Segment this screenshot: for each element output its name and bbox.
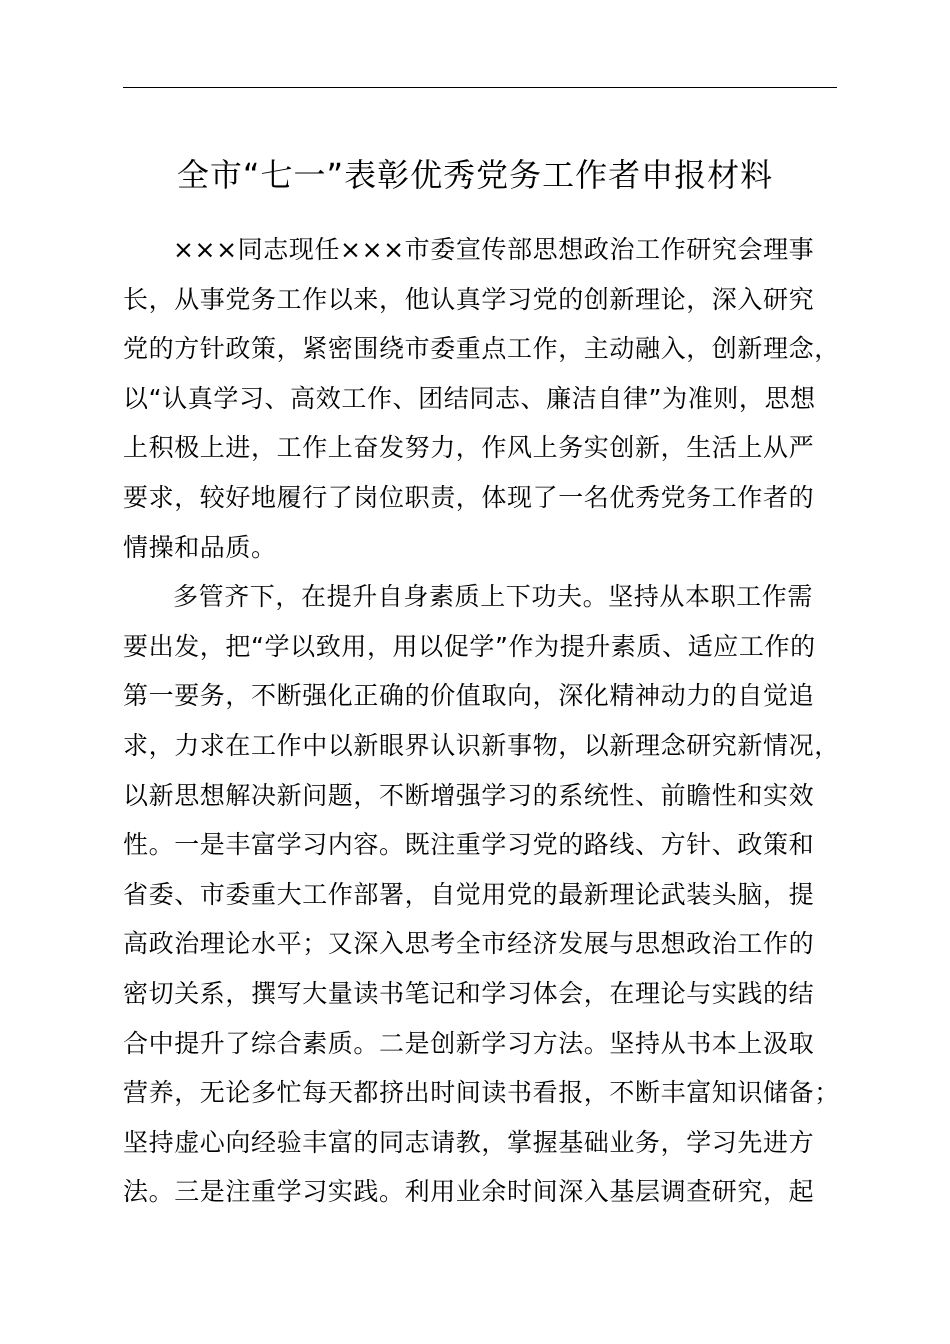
paragraph-line: ×××同志现任×××市委宣传部思想政治工作研究会理事 [173,235,815,264]
paragraph-line: 营养，无论多忙每天都挤出时间读书看报，不断丰富知识储备； [123,1078,840,1108]
paragraph-1 [123,225,863,572]
header-rule [123,87,837,88]
paragraph-line: 上积极上进，工作上奋发努力，作风上务实创新，生活上从严 [123,433,815,463]
paragraph-line: 以新思想解决新问题，不断增强学习的系统性、前瞻性和实效 [123,780,815,810]
paragraph-line: 要求，较好地履行了岗位职责，体现了一名优秀党务工作者的 [123,482,815,512]
paragraph-line: 第一要务，不断强化正确的价值取向，深化精神动力的自觉追 [123,681,815,711]
paragraph-line: 求，力求在工作中以新眼界认识新事物，以新理念研究新情况， [123,730,840,760]
paragraph-line: 密切关系，撰写大量读书笔记和学习体会，在理论与实践的结 [123,978,815,1008]
paragraph-line: 省委、市委重大工作部署，自觉用党的最新理论武装头脑，提 [123,879,815,909]
paragraph-line: 要出发，把“学以致用，用以促学”作为提升素质、适应工作的 [123,631,816,661]
paragraph-line: 高政治理论水平；又深入思考全市经济发展与思想政治工作的 [123,929,815,959]
paragraph-line: 长，从事党务工作以来，他认真学习党的创新理论，深入研究 [123,284,815,314]
paragraph-line: 党的方针政策，紧密围绕市委重点工作，主动融入，创新理念， [123,334,840,364]
paragraph-line: 法。三是注重学习实践。利用业余时间深入基层调查研究，起 [123,1177,815,1207]
paragraph-line: 多管齐下，在提升自身素质上下功夫。坚持从本职工作需 [173,582,814,612]
paragraph-line: 情操和品质。 [123,532,277,562]
paragraph-line: 以“认真学习、高效工作、团结同志、廉洁自律”为准则，思想 [123,383,816,413]
paragraph-2 [123,572,863,1217]
paragraph-line: 合中提升了综合素质。二是创新学习方法。坚持从书本上汲取 [123,1028,815,1058]
paragraph-line: 性。一是丰富学习内容。既注重学习党的路线、方针、政策和 [123,830,815,860]
document-body [123,225,863,1217]
document-title: 全市“七一”表彰优秀党务工作者申报材料 [176,156,774,194]
paragraph-line: 坚持虚心向经验丰富的同志请教，掌握基础业务，学习先进方 [123,1127,815,1157]
